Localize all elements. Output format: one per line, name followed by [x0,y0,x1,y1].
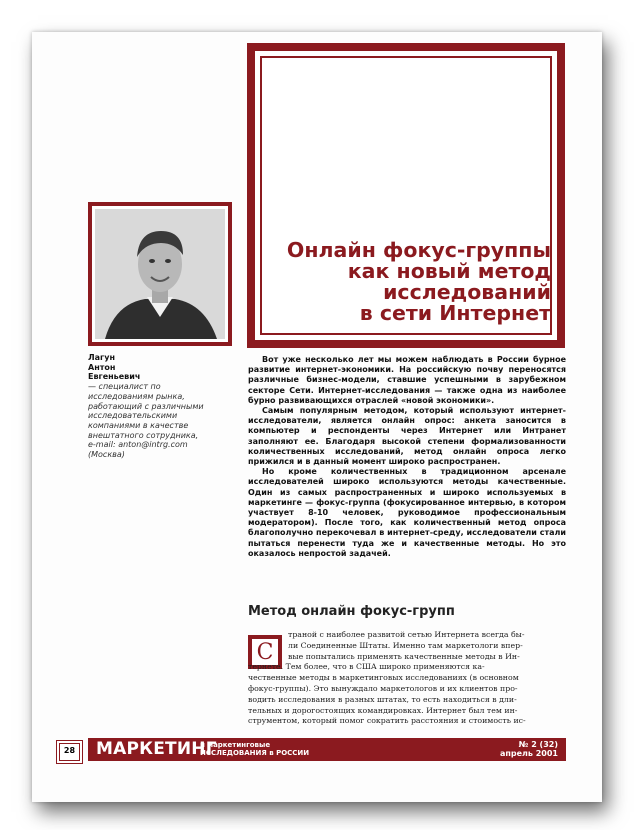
author-role-line: исследовательскими [88,411,178,421]
body-line: траной с наиболее развитой сетью Интернета всегда бы- [288,630,525,639]
body-line: водить исследования в разных штатах, то есть находиться в дли- [248,694,517,704]
author-photo-frame [88,202,232,346]
author-role-line: компаниями в качестве [88,420,189,430]
section-heading: Метод онлайн фокус-групп [248,604,455,619]
body-line: тернете. Тем более, что в США широко применяются ка- [248,662,485,672]
paragraph: Но кроме количественных в традиционном арсенале исследователей широко используются методы качественные. Один из самых распространенных и широко используемых в маркетинге — фокус-группа (фокусированное интервью, в котором участвует 8-10 человек, руководимое профессиональным модератором). После того, как количественный метод опроса благополучно перекочевал в интернет-среду, исследователи стали пытаться перенести туда же и качественные методы. Но это оказалось непростой задачей. [248,467,566,558]
article-title [261,240,551,324]
magazine-subtitle-2: ИССЛЕДОВАНИЯ в РОССИИ [200,749,310,757]
author-portrait-image [95,209,225,339]
author-role-line: (Москва) [88,450,125,460]
magazine-footer [88,738,566,761]
author-name-line: Евгеньевич [88,372,141,382]
title-line: Онлайн фокус-группы [286,238,551,262]
drop-cap-letter: С [251,638,279,666]
author-name-line: Антон [88,362,116,372]
body-line: чественные методы в маркетинговых исследованиях (в основном [248,673,519,683]
title-box [247,43,565,348]
title-line: исследований [383,280,551,304]
paragraph: Самым популярным методом, который используют интернет-исследователи, является онлайн опрос: анкета заносится в компьютер и респонденты через Интернет или Интранет заполняют ее. Благодаря высокой степени формализованности количественных исследований, метод онлайн опроса легко прижился и в данный момент широко распространен. [248,406,566,467]
title-line: в сети Интернет [359,301,551,325]
body-line: тельных и дорогостоящих командировках. Интернет был тем ин- [248,705,518,715]
body-line: струментом, который помог сократить расстояния и стоимость ис- [248,716,526,726]
author-photo [95,209,225,339]
body-line: ли Соединенные Штаты. Именно там маркетологи впер- [288,640,523,650]
author-info [88,353,218,460]
author-role-line: — специалист по [88,382,161,392]
author-role-line: работающий с различными [88,401,204,411]
author-role-line: исследованиям рынка, [88,391,185,401]
body-line: вые попытались применять качественные методы в Ин- [288,651,520,661]
author-role-line: внештатного сотрудника, [88,430,199,440]
page-number-box [56,740,83,764]
issue-date: апрель 2001 [499,749,558,758]
paragraph: Вот уже несколько лет мы можем наблюдать в России бурное развитие интернет-экономики. На российскую почву переносятся различные бизнес-модели, ставшие успешными в зарубежном секторе Сети. Интернет-исследования — также одна из наиболее бурно развивающихся отраслей «новой экономики». [248,355,566,405]
author-name-line: Лагун [88,353,115,362]
magazine-page [32,32,602,802]
magazine-subtitle-1: и маркетинговые [200,741,271,749]
author-email[interactable]: e-mail: anton@intrg.com [88,440,188,450]
title-line: как новый метод [347,259,551,283]
section-body [248,630,566,727]
issue-info [500,740,558,758]
issue-number: № 2 (32) [518,740,558,749]
page-number: 28 [59,743,80,761]
magazine-subtitle [200,741,309,757]
article-lead [248,355,566,559]
body-line: фокус-группы). Это вынуждало маркетологов и их клиентов про- [248,683,518,693]
magazine-title: МАРКЕТИНГ [96,739,217,759]
